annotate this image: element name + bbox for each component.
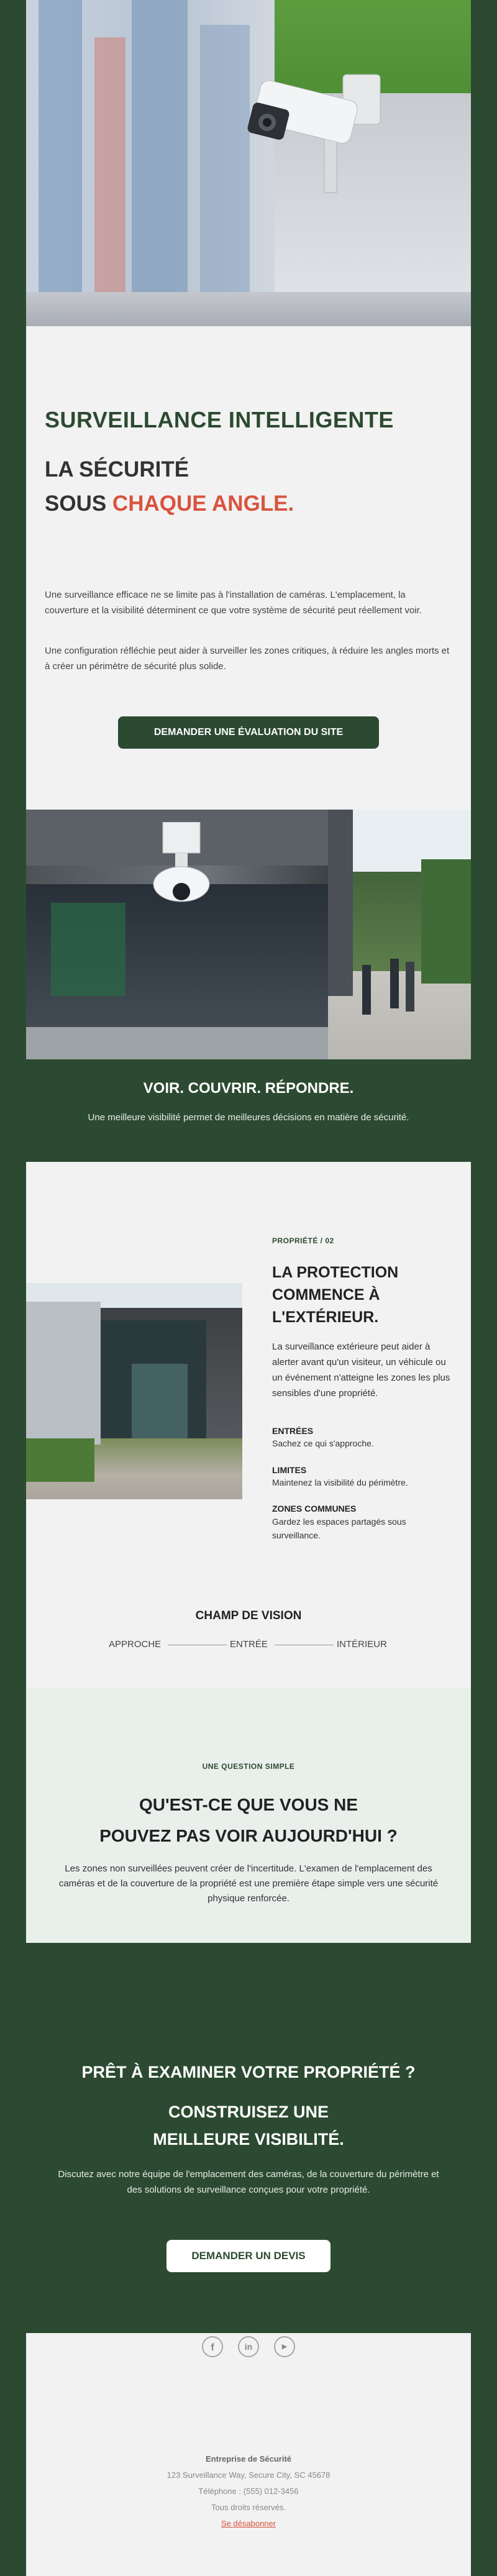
property-title bbox=[272, 1261, 458, 1328]
field-step-entry: ENTRÉE bbox=[230, 1639, 268, 1650]
property-item-text: Sachez ce qui s'approche. bbox=[272, 1438, 374, 1448]
band-subtitle: Une meilleure visibilité permet de meilleures décisions en matière de sécurité. bbox=[88, 1112, 409, 1123]
ready-subtitle-line1: CONSTRUISEZ UNE bbox=[168, 2103, 329, 2121]
youtube-icon[interactable]: ▶ bbox=[274, 2336, 295, 2357]
property-item-text: Gardez les espaces partagés sous surveillance. bbox=[272, 1517, 406, 1540]
property-item-label: LIMITES bbox=[272, 1465, 307, 1475]
footer-rights: Tous droits réservés. bbox=[211, 2503, 286, 2512]
intro-headline bbox=[45, 452, 442, 521]
property-body: La surveillance extérieure peut aider à alerter avant qu'un visiteur, un véhicule ou un événement n'atteigne les zones les plus sensibles d'une propriété. bbox=[272, 1341, 450, 1399]
property-item-entries bbox=[272, 1426, 456, 1448]
building-camera-photo bbox=[26, 810, 328, 1059]
property-title-line3: L'EXTÉRIEUR. bbox=[272, 1309, 379, 1326]
field-title: CHAMP DE VISION bbox=[195, 1609, 302, 1622]
hero-camera-image bbox=[26, 0, 471, 326]
ready-body: Discutez avec notre équipe de l'emplacement des caméras, de la couverture du périmètre et des solutions de surveillance conçues pour votre propriété. bbox=[58, 2169, 439, 2195]
site-evaluation-button[interactable]: DEMANDER UNE ÉVALUATION DU SITE bbox=[118, 716, 379, 749]
question-eyebrow: UNE QUESTION SIMPLE bbox=[202, 1762, 295, 1771]
ready-title: PRÊT À EXAMINER VOTRE PROPRIÉTÉ ? bbox=[81, 2063, 416, 2081]
property-title-line1: LA PROTECTION bbox=[272, 1264, 399, 1281]
unsubscribe-link[interactable]: Se désabonner bbox=[221, 2519, 276, 2528]
property-item-limits bbox=[272, 1465, 456, 1487]
band-title: VOIR. COUVRIR. RÉPONDRE. bbox=[143, 1080, 354, 1097]
intro-paragraph-2: Une configuration réfléchie peut aider à surveiller les zones critiques, à réduire les angles morts et à créer un périmètre de sécurité plus solide. bbox=[45, 646, 450, 672]
intro-paragraph-1: Une surveillance efficace ne se limite pas à l'installation de caméras. L'emplacement, la couverture et la visibilité déterminent ce que votre système de sécurité peut réellement voir. bbox=[45, 590, 422, 616]
field-step-approach: APPROCHE bbox=[109, 1639, 162, 1650]
question-title-line2: POUVEZ PAS VOIR AUJOURD'HUI ? bbox=[99, 1826, 398, 1845]
headline-line2 bbox=[45, 486, 442, 521]
ready-subtitle bbox=[26, 2098, 471, 2153]
dome-camera-icon bbox=[144, 822, 219, 903]
footer-company: Entreprise de Sécurité bbox=[206, 2454, 291, 2464]
property-photo bbox=[26, 1283, 242, 1499]
headline-line1: LA SÉCURITÉ bbox=[45, 457, 189, 482]
field-steps bbox=[106, 1639, 391, 1651]
question-body: Les zones non surveillées peuvent créer de l'incertitude. L'examen de l'emplacement des caméras et de la couverture de la propriété est une première étape simple vers une sécurité physique renforcée. bbox=[58, 1863, 439, 1904]
request-quote-button[interactable]: DEMANDER UN DEVIS bbox=[166, 2240, 331, 2272]
headline-prefix: SOUS bbox=[45, 491, 112, 516]
facebook-icon[interactable]: f bbox=[202, 2336, 223, 2357]
property-eyebrow: PROPRIÉTÉ / 02 bbox=[272, 1236, 334, 1245]
field-step-interior: INTÉRIEUR bbox=[337, 1639, 387, 1650]
property-item-common-areas bbox=[272, 1504, 456, 1542]
footer-address: 123 Surveillance Way, Secure City, SC 45678 bbox=[166, 2470, 331, 2480]
walkway-people-photo bbox=[328, 810, 471, 1059]
question-title bbox=[26, 1789, 471, 1852]
intro-title: SURVEILLANCE INTELLIGENTE bbox=[45, 407, 394, 432]
property-title-line2: COMMENCE À bbox=[272, 1286, 380, 1304]
ready-subtitle-line2: MEILLEURE VISIBILITÉ. bbox=[153, 2130, 344, 2149]
property-item-label: ENTRÉES bbox=[272, 1426, 314, 1436]
property-item-text: Maintenez la visibilité du périmètre. bbox=[272, 1478, 408, 1487]
property-item-label: ZONES COMMUNES bbox=[272, 1504, 357, 1514]
headline-accent: CHAQUE ANGLE. bbox=[112, 491, 294, 516]
footer-phone: Téléphone : (555) 012-3456 bbox=[198, 2487, 299, 2496]
security-camera-icon bbox=[231, 62, 393, 217]
linkedin-icon[interactable]: in bbox=[238, 2336, 259, 2357]
question-title-line1: QU'EST-CE QUE VOUS NE bbox=[139, 1795, 358, 1814]
